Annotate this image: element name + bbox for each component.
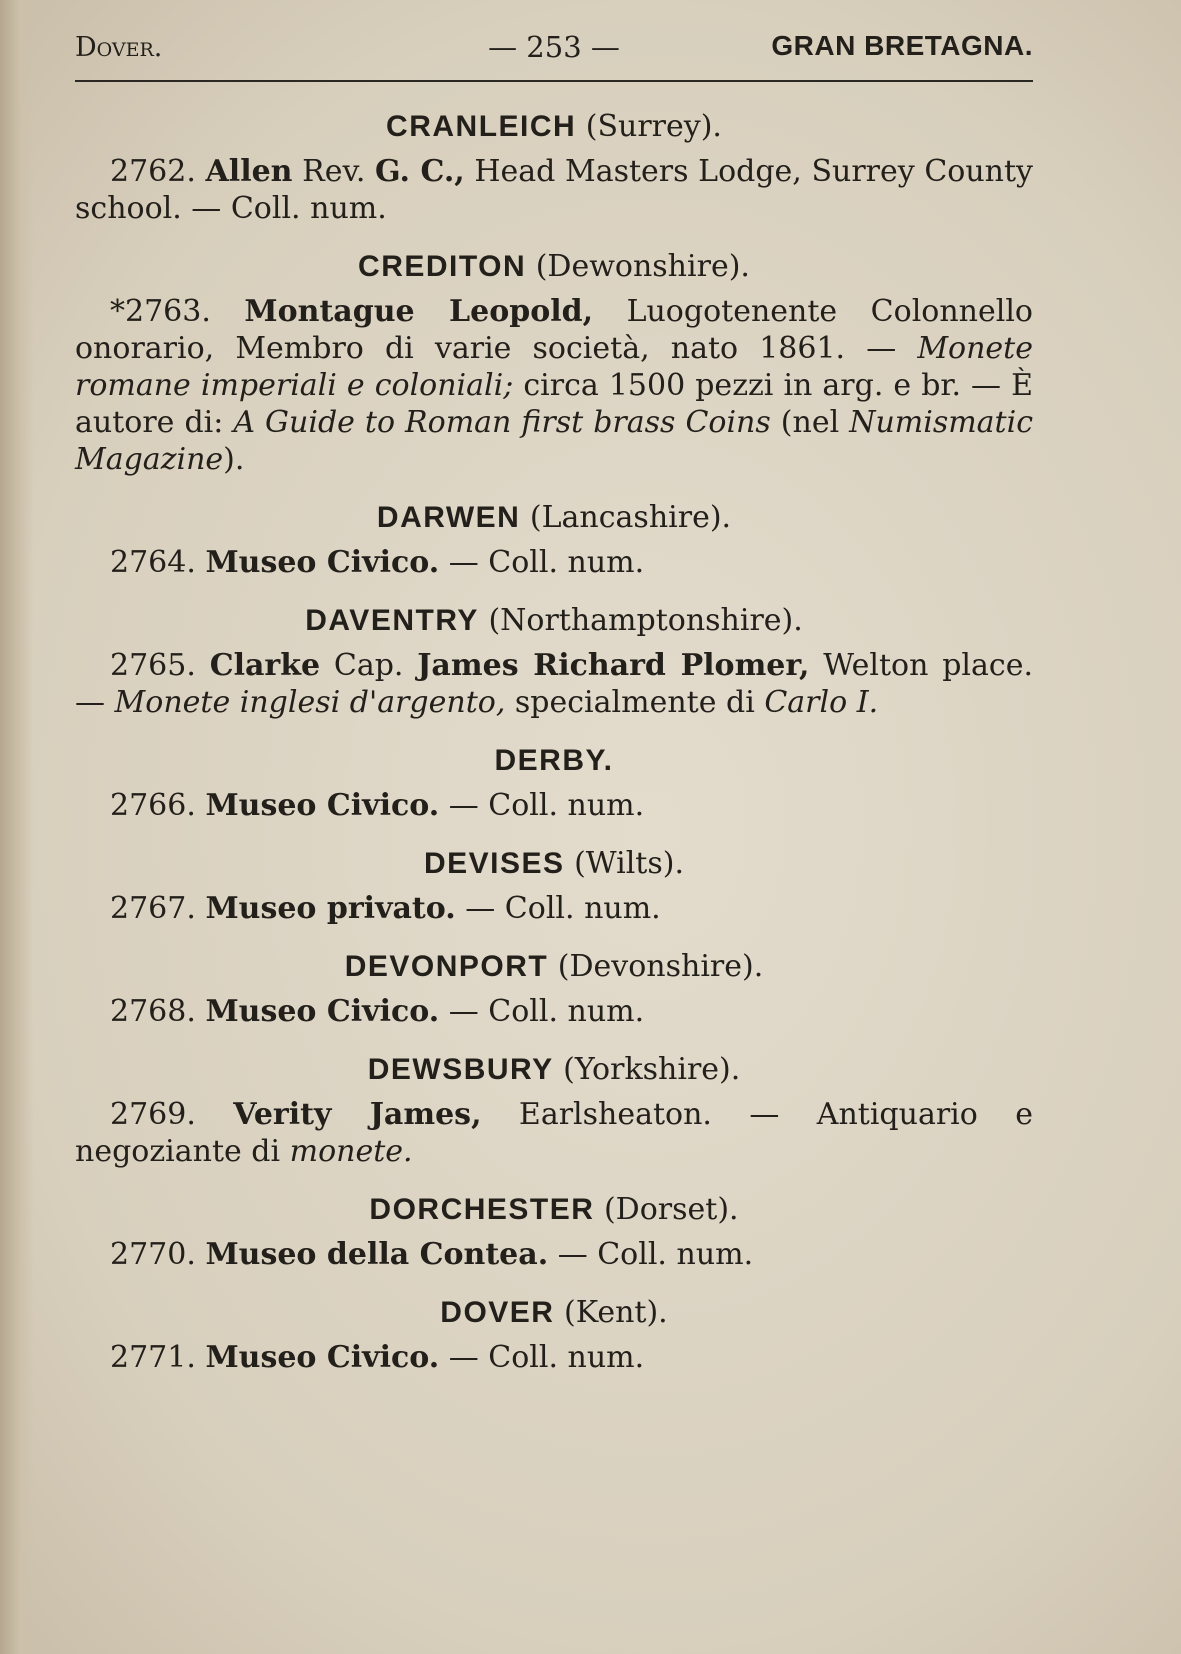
place-name: DORCHESTER <box>369 1193 595 1226</box>
place-name: DERBY. <box>494 744 614 777</box>
directory-entry <box>75 1236 1033 1273</box>
entry-text: (nel <box>770 405 850 440</box>
place-region: (Kent). <box>564 1295 668 1330</box>
directory-entry <box>75 647 1033 721</box>
entry-text: monete. <box>289 1134 413 1169</box>
entry-text: — Coll. num. <box>439 994 645 1029</box>
entry-number: 2771. <box>110 1340 196 1375</box>
place-heading <box>75 105 1033 149</box>
entry-text: A Guide to Roman first brass Coins <box>233 405 771 440</box>
entry-number: 2765. <box>110 648 196 683</box>
place-region: (Dorset). <box>603 1192 739 1227</box>
header-right: GRAN BRETAGNA. <box>771 30 1033 61</box>
directory-entry <box>75 153 1033 227</box>
place-heading <box>75 496 1033 540</box>
place-name: DARWEN <box>376 501 521 534</box>
entry-number: 2768. <box>110 994 196 1029</box>
header-rule <box>75 80 1033 82</box>
entry-number: 2770. <box>110 1237 196 1272</box>
place-section <box>75 245 1033 478</box>
entry-number: 2762. <box>110 154 196 189</box>
entry-text: Monete romane imperiali e coloniali; <box>75 331 1033 403</box>
place-region: (Northamptonshire). <box>488 603 803 638</box>
place-section <box>75 945 1033 1030</box>
place-name: CRANLEICH <box>386 110 577 143</box>
entry-text: — Coll. num. <box>455 891 661 926</box>
place-name: DEVONPORT <box>344 950 549 983</box>
place-name: CREDITON <box>358 250 527 283</box>
place-heading <box>75 842 1033 886</box>
directory-entry <box>75 293 1033 478</box>
page-number: — 253 — <box>488 30 620 64</box>
place-region: (Devonshire). <box>557 949 764 984</box>
entry-name: Museo Civico. <box>205 545 440 580</box>
place-heading <box>75 1048 1033 1092</box>
header-left: Dover. <box>75 32 163 63</box>
entry-name: Museo Civico. <box>205 788 440 823</box>
place-region: (Wilts). <box>574 846 684 881</box>
place-name: DEWSBURY <box>367 1053 554 1086</box>
directory-entry <box>75 890 1033 927</box>
entry-text: Welton place. — <box>75 648 1033 720</box>
place-heading <box>75 1291 1033 1335</box>
place-region: (Dewonshire). <box>535 249 750 284</box>
entry-name: Verity James, <box>233 1097 482 1132</box>
place-section <box>75 599 1033 721</box>
entry-number: *2763. <box>110 294 211 329</box>
place-heading <box>75 599 1033 643</box>
directory-entry <box>75 544 1033 581</box>
place-name: DEVISES <box>423 847 565 880</box>
entry-text: Luogotenente Colonnello onorario, Membro di varie società, nato 1861. — <box>75 294 1033 366</box>
place-heading <box>75 945 1033 989</box>
place-region: (Yorkshire). <box>563 1052 741 1087</box>
entry-text: — Coll. num. <box>548 1237 754 1272</box>
place-name: DAVENTRY <box>305 604 479 637</box>
place-region: (Surrey). <box>585 109 722 144</box>
entry-text: Rev. <box>292 154 375 189</box>
entry-name: Montague Leopold, <box>244 294 594 329</box>
entry-text: Earlsheaton. — Antiquario e negoziante di <box>75 1097 1033 1169</box>
place-section <box>75 842 1033 927</box>
entry-name: Allen <box>205 154 293 189</box>
place-name: DOVER <box>440 1296 555 1329</box>
page-spine-shadow <box>0 0 34 1654</box>
entry-text: ). <box>223 442 245 477</box>
entry-text: — Coll. num. <box>439 545 645 580</box>
entry-text: James Richard Plomer, <box>417 648 810 683</box>
entry-text: Numismatic Magazine <box>75 405 1033 477</box>
place-heading <box>75 739 1033 783</box>
entry-name: Clarke <box>209 648 321 683</box>
place-section <box>75 1291 1033 1376</box>
place-section <box>75 1188 1033 1273</box>
place-section <box>75 496 1033 581</box>
entry-text: specialmente di <box>505 685 765 720</box>
entry-name: Museo della Contea. <box>205 1237 549 1272</box>
place-heading <box>75 1188 1033 1232</box>
entry-text: Carlo I. <box>764 685 879 720</box>
entry-number: 2764. <box>110 545 196 580</box>
entry-text: Head Masters Lodge, Surrey County school. — Coll. num. <box>75 154 1033 226</box>
entry-number: 2766. <box>110 788 196 823</box>
place-heading <box>75 245 1033 289</box>
entry-name: Museo privato. <box>205 891 456 926</box>
running-header <box>75 28 1033 68</box>
entry-text: circa 1500 pezzi in arg. e br. — È autore di: <box>75 368 1033 440</box>
entry-name: Museo Civico. <box>205 1340 440 1375</box>
entry-text: — Coll. num. <box>439 788 645 823</box>
entry-text: Monete inglesi d'argento, <box>114 685 506 720</box>
directory-entry <box>75 1096 1033 1170</box>
place-section <box>75 739 1033 824</box>
entry-text: G. C., <box>374 154 465 189</box>
place-section <box>75 1048 1033 1170</box>
entry-number: 2767. <box>110 891 196 926</box>
directory-entry <box>75 993 1033 1030</box>
place-section <box>75 105 1033 227</box>
entry-name: Museo Civico. <box>205 994 440 1029</box>
directory-entry <box>75 1339 1033 1376</box>
directory-listing <box>75 105 1033 1376</box>
place-region: (Lancashire). <box>529 500 732 535</box>
entry-text: — Coll. num. <box>439 1340 645 1375</box>
entry-number: 2769. <box>110 1097 196 1132</box>
entry-text: Cap. <box>320 648 418 683</box>
directory-entry <box>75 787 1033 824</box>
